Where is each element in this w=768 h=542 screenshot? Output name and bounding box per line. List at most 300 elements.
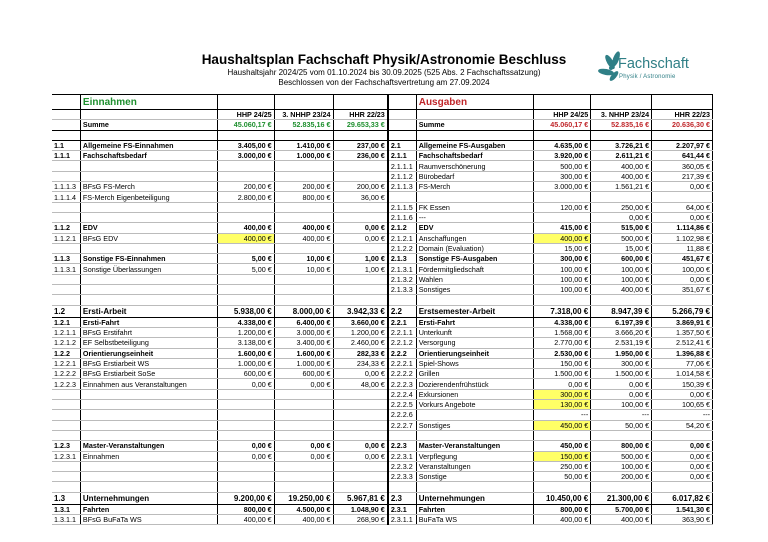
left-hhp bbox=[217, 461, 274, 471]
left-nhhp: 200,00 € bbox=[274, 182, 333, 192]
left-hhr bbox=[333, 482, 388, 492]
left-nhhp: 19.250,00 € bbox=[274, 492, 333, 504]
right-hhr: 77,06 € bbox=[652, 358, 713, 368]
table-row bbox=[52, 451, 713, 461]
col-hhp-right: HHP 24/25 bbox=[534, 110, 591, 120]
table-row bbox=[52, 389, 713, 399]
left-label: BFsG EDV bbox=[80, 233, 217, 243]
left-nhhp: 1.000,00 € bbox=[274, 358, 333, 368]
right-nhhp: 800,00 € bbox=[591, 441, 652, 451]
left-label: Einnahmen aus Veranstaltungen bbox=[80, 379, 217, 389]
right-hhr: 54,20 € bbox=[652, 420, 713, 430]
left-code bbox=[52, 400, 80, 410]
right-code: 2.1.1.2 bbox=[388, 171, 416, 181]
left-hhr bbox=[333, 400, 388, 410]
right-code: 2.2.3.1 bbox=[388, 451, 416, 461]
right-code: 2.1.3 bbox=[388, 254, 416, 264]
table-row bbox=[52, 202, 713, 212]
right-label: Orientierungseinheit bbox=[416, 348, 534, 358]
left-hhp bbox=[217, 285, 274, 295]
table-row bbox=[52, 317, 713, 327]
right-hhr: 0,00 € bbox=[652, 451, 713, 461]
right-nhhp: 515,00 € bbox=[591, 223, 652, 233]
expense-title: Ausgaben bbox=[416, 95, 534, 110]
right-nhhp: 2.531,19 € bbox=[591, 338, 652, 348]
right-label bbox=[416, 410, 534, 420]
right-hhp bbox=[534, 482, 591, 492]
left-label: Orientierungseinheit bbox=[80, 348, 217, 358]
right-code: 2.2.2.3 bbox=[388, 379, 416, 389]
left-hhp bbox=[217, 161, 274, 171]
right-code: 2.2.2.5 bbox=[388, 400, 416, 410]
right-hhr: 150,39 € bbox=[652, 379, 713, 389]
right-hhr: 0,00 € bbox=[652, 472, 713, 482]
right-label bbox=[416, 430, 534, 440]
right-hhr: --- bbox=[652, 410, 713, 420]
left-nhhp bbox=[274, 400, 333, 410]
left-nhhp bbox=[274, 202, 333, 212]
right-label: Versorgung bbox=[416, 338, 534, 348]
left-label: BFsG Erstiarbeit WS bbox=[80, 358, 217, 368]
left-hhp bbox=[217, 130, 274, 140]
left-label bbox=[80, 482, 217, 492]
left-nhhp bbox=[274, 461, 333, 471]
right-nhhp: 250,00 € bbox=[591, 202, 652, 212]
left-hhp: 1.600,00 € bbox=[217, 348, 274, 358]
left-label bbox=[80, 430, 217, 440]
table-row bbox=[52, 254, 713, 264]
right-hhp: 130,00 € bbox=[534, 400, 591, 410]
right-hhr bbox=[652, 130, 713, 140]
right-code bbox=[388, 295, 416, 305]
left-hhr bbox=[333, 410, 388, 420]
right-hhp: 450,00 € bbox=[534, 420, 591, 430]
right-label: Bürobedarf bbox=[416, 171, 534, 181]
right-hhp: 150,00 € bbox=[534, 451, 591, 461]
left-hhr: 268,90 € bbox=[333, 514, 388, 524]
left-hhr: 1,00 € bbox=[333, 254, 388, 264]
right-hhp: 50,00 € bbox=[534, 472, 591, 482]
left-nhhp bbox=[274, 212, 333, 222]
left-code: 1.2.2 bbox=[52, 348, 80, 358]
left-label: FS-Merch Eigenbeteiligung bbox=[80, 192, 217, 202]
right-nhhp: 3.666,20 € bbox=[591, 327, 652, 337]
right-code: 2.2.3 bbox=[388, 441, 416, 451]
left-nhhp: 1.000,00 € bbox=[274, 151, 333, 161]
right-label: Allgemeine FS-Ausgaben bbox=[416, 140, 534, 150]
right-label: Verpflegung bbox=[416, 451, 534, 461]
left-code: 1.1 bbox=[52, 140, 80, 150]
right-label: Dozierendenfrühstück bbox=[416, 379, 534, 389]
left-hhp bbox=[217, 212, 274, 222]
right-label: Vorkurs Angebote bbox=[416, 400, 534, 410]
right-code: 2.1.1.6 bbox=[388, 212, 416, 222]
right-hhp: 4.635,00 € bbox=[534, 140, 591, 150]
right-label bbox=[416, 295, 534, 305]
right-hhp: 3.000,00 € bbox=[534, 182, 591, 192]
right-label: Spiel-Shows bbox=[416, 358, 534, 368]
left-hhr: 234,33 € bbox=[333, 358, 388, 368]
right-code: 2.1.1 bbox=[388, 151, 416, 161]
left-hhp: 1.200,00 € bbox=[217, 327, 274, 337]
table-row bbox=[52, 482, 713, 492]
left-code: 1.1.3.1 bbox=[52, 264, 80, 274]
right-hhp: 800,00 € bbox=[534, 504, 591, 514]
sum-row bbox=[52, 120, 713, 130]
left-nhhp: 0,00 € bbox=[274, 379, 333, 389]
left-nhhp: 1.600,00 € bbox=[274, 348, 333, 358]
left-hhr: 236,00 € bbox=[333, 151, 388, 161]
left-code bbox=[52, 285, 80, 295]
left-hhp bbox=[217, 400, 274, 410]
left-nhhp bbox=[274, 420, 333, 430]
left-hhp: 600,00 € bbox=[217, 369, 274, 379]
table-row bbox=[52, 305, 713, 317]
right-nhhp: 0,00 € bbox=[591, 379, 652, 389]
right-hhp: 300,00 € bbox=[534, 254, 591, 264]
right-nhhp: 50,00 € bbox=[591, 420, 652, 430]
right-hhp: 400,00 € bbox=[534, 514, 591, 524]
section-header-row bbox=[52, 95, 713, 110]
left-hhp bbox=[217, 389, 274, 399]
right-nhhp: 3.726,21 € bbox=[591, 140, 652, 150]
table-row bbox=[52, 410, 713, 420]
left-hhr: 282,33 € bbox=[333, 348, 388, 358]
left-hhp: 1.000,00 € bbox=[217, 358, 274, 368]
right-label: Sonstige bbox=[416, 472, 534, 482]
right-nhhp bbox=[591, 430, 652, 440]
right-code: 2.1.1.5 bbox=[388, 202, 416, 212]
left-code bbox=[52, 171, 80, 181]
right-code bbox=[388, 192, 416, 202]
left-nhhp bbox=[274, 430, 333, 440]
table-row bbox=[52, 379, 713, 389]
right-hhp: 300,00 € bbox=[534, 171, 591, 181]
right-nhhp bbox=[591, 295, 652, 305]
right-code: 2.1.2.1 bbox=[388, 233, 416, 243]
right-hhr: 0,00 € bbox=[652, 441, 713, 451]
left-label: BFsG Erstiarbeit SoSe bbox=[80, 369, 217, 379]
table-row bbox=[52, 504, 713, 514]
sum-label-left: Summe bbox=[80, 120, 217, 130]
left-nhhp: 1.410,00 € bbox=[274, 140, 333, 150]
right-hhp: 300,00 € bbox=[534, 389, 591, 399]
table-row bbox=[52, 514, 713, 524]
left-hhp bbox=[217, 171, 274, 181]
left-code bbox=[52, 274, 80, 284]
left-code: 1.1.2 bbox=[52, 223, 80, 233]
left-hhr: 1.200,00 € bbox=[333, 327, 388, 337]
right-hhp: 2.530,00 € bbox=[534, 348, 591, 358]
left-code: 1.3 bbox=[52, 492, 80, 504]
left-code bbox=[52, 410, 80, 420]
right-code: 2.1.3.1 bbox=[388, 264, 416, 274]
right-hhr: 6.017,82 € bbox=[652, 492, 713, 504]
right-code: 2.1 bbox=[388, 140, 416, 150]
left-code: 1.2.1.2 bbox=[52, 338, 80, 348]
right-hhr: 1.396,88 € bbox=[652, 348, 713, 358]
left-label: Einnahmen bbox=[80, 451, 217, 461]
right-hhp: 100,00 € bbox=[534, 285, 591, 295]
right-hhr: 64,00 € bbox=[652, 202, 713, 212]
right-hhr: 0,00 € bbox=[652, 212, 713, 222]
left-hhr bbox=[333, 171, 388, 181]
left-hhp: 0,00 € bbox=[217, 441, 274, 451]
right-nhhp: 5.700,00 € bbox=[591, 504, 652, 514]
left-label bbox=[80, 130, 217, 140]
left-code: 1.2.3.1 bbox=[52, 451, 80, 461]
left-code: 1.2 bbox=[52, 305, 80, 317]
left-hhp bbox=[217, 243, 274, 253]
right-label bbox=[416, 130, 534, 140]
left-nhhp: 3.400,00 € bbox=[274, 338, 333, 348]
right-nhhp: 400,00 € bbox=[591, 171, 652, 181]
left-hhr bbox=[333, 243, 388, 253]
left-hhp: 200,00 € bbox=[217, 182, 274, 192]
right-label: Anschaffungen bbox=[416, 233, 534, 243]
left-hhr bbox=[333, 389, 388, 399]
table-row bbox=[52, 233, 713, 243]
right-nhhp: 300,00 € bbox=[591, 358, 652, 368]
right-nhhp: 6.197,39 € bbox=[591, 317, 652, 327]
left-hhp: 5.938,00 € bbox=[217, 305, 274, 317]
right-code: 2.1.2 bbox=[388, 223, 416, 233]
left-nhhp: 800,00 € bbox=[274, 192, 333, 202]
right-label: Master-Veranstaltungen bbox=[416, 441, 534, 451]
left-nhhp: 10,00 € bbox=[274, 264, 333, 274]
left-nhhp bbox=[274, 274, 333, 284]
left-hhp bbox=[217, 274, 274, 284]
table-row bbox=[52, 369, 713, 379]
right-code: 2.2.1.2 bbox=[388, 338, 416, 348]
right-hhr: 5.266,79 € bbox=[652, 305, 713, 317]
right-label: Grillen bbox=[416, 369, 534, 379]
left-code: 1.1.3 bbox=[52, 254, 80, 264]
table-row bbox=[52, 130, 713, 140]
right-hhp bbox=[534, 192, 591, 202]
table-row bbox=[52, 264, 713, 274]
right-hhr: 1.014,58 € bbox=[652, 369, 713, 379]
left-hhr: 237,00 € bbox=[333, 140, 388, 150]
right-hhp bbox=[534, 212, 591, 222]
left-code bbox=[52, 461, 80, 471]
right-code: 2.2.2.4 bbox=[388, 389, 416, 399]
left-hhr bbox=[333, 285, 388, 295]
table-row bbox=[52, 348, 713, 358]
left-code bbox=[52, 420, 80, 430]
left-code bbox=[52, 430, 80, 440]
table-row bbox=[52, 400, 713, 410]
left-nhhp: 8.000,00 € bbox=[274, 305, 333, 317]
right-label: Ersti-Fahrt bbox=[416, 317, 534, 327]
left-hhr: 48,00 € bbox=[333, 379, 388, 389]
right-code: 2.2 bbox=[388, 305, 416, 317]
right-code: 2.2.2.6 bbox=[388, 410, 416, 420]
left-code bbox=[52, 161, 80, 171]
left-hhr bbox=[333, 295, 388, 305]
table-row bbox=[52, 472, 713, 482]
right-hhr: 0,00 € bbox=[652, 389, 713, 399]
right-hhr bbox=[652, 430, 713, 440]
left-label bbox=[80, 161, 217, 171]
table-row bbox=[52, 151, 713, 161]
table-row bbox=[52, 161, 713, 171]
left-nhhp bbox=[274, 285, 333, 295]
table-row bbox=[52, 212, 713, 222]
left-hhp: 400,00 € bbox=[217, 233, 274, 243]
right-hhp: 3.920,00 € bbox=[534, 151, 591, 161]
budget-table bbox=[52, 94, 713, 525]
right-hhr: 11,88 € bbox=[652, 243, 713, 253]
left-hhr bbox=[333, 161, 388, 171]
col-nhhp-left: 3. NHHP 23/24 bbox=[274, 110, 333, 120]
right-hhr: 0,00 € bbox=[652, 182, 713, 192]
right-nhhp: 21.300,00 € bbox=[591, 492, 652, 504]
left-hhp bbox=[217, 410, 274, 420]
left-label bbox=[80, 274, 217, 284]
right-nhhp bbox=[591, 482, 652, 492]
right-hhr: 3.869,91 € bbox=[652, 317, 713, 327]
table-row bbox=[52, 295, 713, 305]
right-hhp: 100,00 € bbox=[534, 264, 591, 274]
right-nhhp: 2.611,21 € bbox=[591, 151, 652, 161]
right-nhhp: 100,00 € bbox=[591, 264, 652, 274]
table-row bbox=[52, 358, 713, 368]
left-code bbox=[52, 482, 80, 492]
right-nhhp bbox=[591, 130, 652, 140]
sum-left-nhhp: 52.835,16 € bbox=[274, 120, 333, 130]
left-label bbox=[80, 472, 217, 482]
right-hhp: 7.318,00 € bbox=[534, 305, 591, 317]
left-label: Ersti-Fahrt bbox=[80, 317, 217, 327]
table-row bbox=[52, 223, 713, 233]
left-label bbox=[80, 400, 217, 410]
right-nhhp: 100,00 € bbox=[591, 274, 652, 284]
sum-left-hhp: 45.060,17 € bbox=[217, 120, 274, 130]
right-hhp: 120,00 € bbox=[534, 202, 591, 212]
right-hhr: 1.357,50 € bbox=[652, 327, 713, 337]
left-code bbox=[52, 130, 80, 140]
right-hhr: 451,67 € bbox=[652, 254, 713, 264]
left-hhr: 36,00 € bbox=[333, 192, 388, 202]
sum-label-right: Summe bbox=[416, 120, 534, 130]
left-hhr bbox=[333, 202, 388, 212]
left-nhhp bbox=[274, 472, 333, 482]
table-row bbox=[52, 274, 713, 284]
right-label: Sonstiges bbox=[416, 420, 534, 430]
table-row bbox=[52, 420, 713, 430]
right-nhhp: 1.950,00 € bbox=[591, 348, 652, 358]
table-row bbox=[52, 182, 713, 192]
left-nhhp bbox=[274, 482, 333, 492]
right-code: 2.2.2.1 bbox=[388, 358, 416, 368]
left-nhhp: 400,00 € bbox=[274, 233, 333, 243]
right-hhr bbox=[652, 295, 713, 305]
left-nhhp bbox=[274, 389, 333, 399]
left-nhhp: 6.400,00 € bbox=[274, 317, 333, 327]
resolution-line: Beschlossen von der Fachschaftsvertretung am 27.09.2024 bbox=[278, 78, 490, 87]
left-hhp: 400,00 € bbox=[217, 514, 274, 524]
left-label: Fahrten bbox=[80, 504, 217, 514]
left-hhp bbox=[217, 295, 274, 305]
right-hhp: 2.770,00 € bbox=[534, 338, 591, 348]
right-label: Unternehmungen bbox=[416, 492, 534, 504]
left-hhr: 0,00 € bbox=[333, 441, 388, 451]
right-hhr: 0,00 € bbox=[652, 274, 713, 284]
table-row bbox=[52, 285, 713, 295]
table-row bbox=[52, 171, 713, 181]
left-label: Master-Veranstaltungen bbox=[80, 441, 217, 451]
right-label: Unterkunft bbox=[416, 327, 534, 337]
sum-right-hhp: 45.060,17 € bbox=[534, 120, 591, 130]
left-hhr bbox=[333, 130, 388, 140]
left-code: 1.1.1.3 bbox=[52, 182, 80, 192]
left-label: Ersti-Arbeit bbox=[80, 305, 217, 317]
left-label bbox=[80, 389, 217, 399]
right-hhr: 1.541,30 € bbox=[652, 504, 713, 514]
fiscal-year-line: Haushaltsjahr 2024/25 vom 01.10.2024 bis 30.09.2025 (525 Abs. 2 Fachschaftssatzung) bbox=[227, 68, 541, 77]
left-code: 1.2.3 bbox=[52, 441, 80, 451]
col-hhr-right: HHR 22/23 bbox=[652, 110, 713, 120]
left-nhhp bbox=[274, 161, 333, 171]
left-label bbox=[80, 410, 217, 420]
right-code: 2.3 bbox=[388, 492, 416, 504]
right-hhr: 1.114,86 € bbox=[652, 223, 713, 233]
left-label: Sonstige Überlassungen bbox=[80, 264, 217, 274]
right-label: BuFaTa WS bbox=[416, 514, 534, 524]
right-hhp: 1.500,00 € bbox=[534, 369, 591, 379]
right-label: Erstsemester-Arbeit bbox=[416, 305, 534, 317]
sum-left-hhr: 29.653,33 € bbox=[333, 120, 388, 130]
right-hhr: 2.512,41 € bbox=[652, 338, 713, 348]
sum-right-nhhp: 52.835,16 € bbox=[591, 120, 652, 130]
right-label: Fördermitgliedschaft bbox=[416, 264, 534, 274]
right-nhhp: 400,00 € bbox=[591, 514, 652, 524]
right-code: 2.3.1.1 bbox=[388, 514, 416, 524]
left-label bbox=[80, 202, 217, 212]
right-label: Sonstiges bbox=[416, 285, 534, 295]
left-hhp: 4.338,00 € bbox=[217, 317, 274, 327]
left-nhhp bbox=[274, 171, 333, 181]
right-hhp: --- bbox=[534, 410, 591, 420]
right-code: 2.2.3.3 bbox=[388, 472, 416, 482]
left-hhp: 800,00 € bbox=[217, 504, 274, 514]
right-label: FK Essen bbox=[416, 202, 534, 212]
column-header-row bbox=[52, 110, 713, 120]
table-row bbox=[52, 461, 713, 471]
table-row bbox=[52, 338, 713, 348]
table-row bbox=[52, 140, 713, 150]
left-hhp: 0,00 € bbox=[217, 379, 274, 389]
left-code: 1.2.2.1 bbox=[52, 358, 80, 368]
left-nhhp: 4.500,00 € bbox=[274, 504, 333, 514]
left-hhr bbox=[333, 420, 388, 430]
left-code bbox=[52, 212, 80, 222]
left-hhr: 0,00 € bbox=[333, 451, 388, 461]
right-hhp: 400,00 € bbox=[534, 233, 591, 243]
left-code bbox=[52, 389, 80, 399]
left-hhr bbox=[333, 430, 388, 440]
right-code: 2.1.3.3 bbox=[388, 285, 416, 295]
table-row bbox=[52, 243, 713, 253]
right-label: Domain (Evaluation) bbox=[416, 243, 534, 253]
left-hhp: 2.800,00 € bbox=[217, 192, 274, 202]
left-label: EF Selbstbeteiligung bbox=[80, 338, 217, 348]
right-code: 2.3.1 bbox=[388, 504, 416, 514]
right-hhr bbox=[652, 192, 713, 202]
right-nhhp: 1.500,00 € bbox=[591, 369, 652, 379]
right-code: 2.2.1.1 bbox=[388, 327, 416, 337]
